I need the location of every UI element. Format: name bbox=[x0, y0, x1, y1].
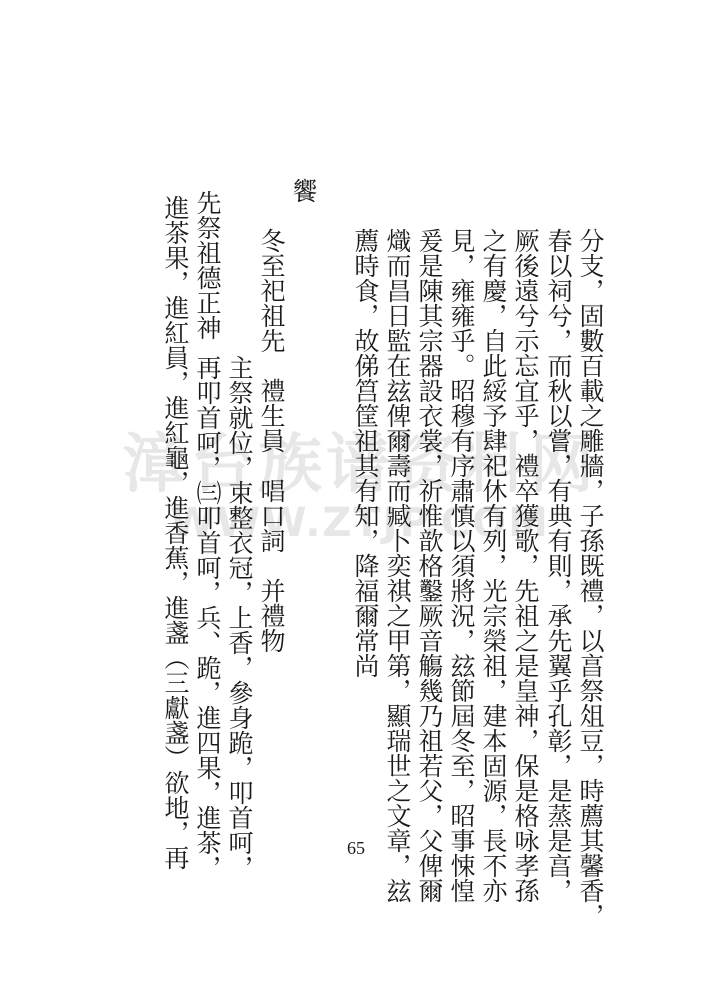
watermark-url: WWW.ZTJP.COM bbox=[170, 500, 550, 546]
text-column-12: 先祭祖德正神 bbox=[193, 190, 222, 340]
text-column-9: 饗 bbox=[289, 178, 318, 203]
text-column-13: 再叩首呵，㈢叩首呵，兵、跪，進四果，進茶， bbox=[193, 355, 222, 880]
text-column-6: 爰是陳其宗器設衣裳，祈惟歆格鑿厥音觴幾乃祖若父，父俾爾 bbox=[415, 228, 444, 903]
text-column-3: 厥後遠兮示忘宜乎，禮卒獲歌，先祖之是皇神，保是格咏孝孫 bbox=[511, 228, 540, 903]
text-column-10: 冬至祀祖先 禮生員 唱口詞 并禮物 bbox=[257, 228, 286, 653]
text-column-7: 熾而昌日監在玆俾爾壽而臧卜奕祺之甲第，顯瑞世之文章，玆 bbox=[383, 228, 412, 903]
text-column-5: 見，雍雍乎。昭穆有序肅慎以須將況，玆節屆冬至，昭事悚惶 bbox=[447, 228, 476, 903]
text-column-4: 之有慶，自此綏予肆祀休有列，光宗榮祖，建本固源，長不亦 bbox=[479, 228, 508, 903]
text-column-1: 分支，固數百載之雕牆，子孫既禮，以亯祭俎豆，時薦其馨香， bbox=[576, 228, 605, 928]
text-column-14: 進茶果，進紅員，進紅龜，進香蕉，進盞（三獻盞）欲地，再 bbox=[161, 195, 190, 870]
text-column-11: 主祭就位，束整衣冠，上香，參身跪，叩首呵， bbox=[225, 355, 254, 880]
page-number: 65 bbox=[347, 838, 365, 858]
watermark-chinese: 漳台族谱资料网 bbox=[122, 428, 598, 502]
text-column-2: 春以祠兮，而秋以嘗，有典有則，承先翼乎孔彰，是蒸是亯， bbox=[544, 228, 573, 903]
text-column-8: 薦時食，故俤筥筐祖其有知，降福爾常尚 bbox=[351, 228, 380, 678]
